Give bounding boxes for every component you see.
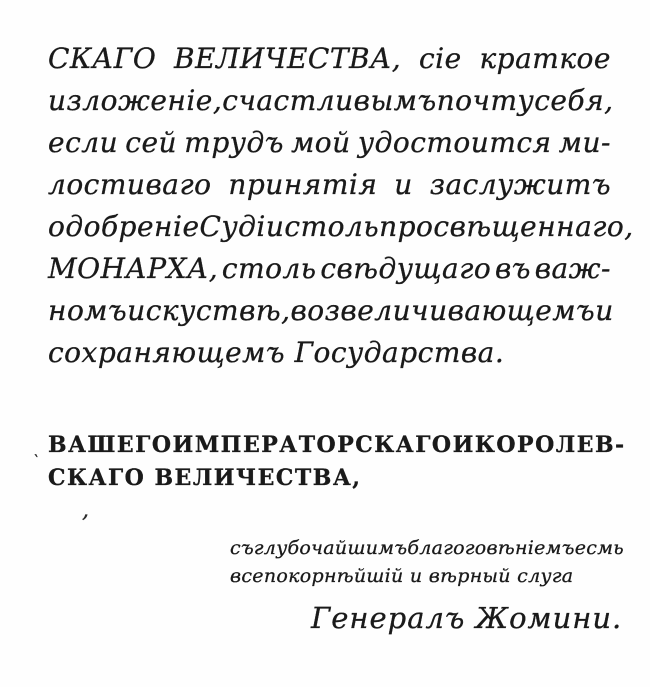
- ink-speck-accent: `: [32, 452, 40, 470]
- dedication-line: одобреніе Судіи столь просвѣщеннаго,: [48, 210, 634, 243]
- address-line: ВАШЕГО ИМПЕРАТОРСКАГО И КОРОЛЕВ-: [48, 432, 626, 458]
- closing-line: съ глубочайшимъ благоговѣніемъ есмь: [230, 537, 624, 559]
- dedication-line: номъ искуствѣ, возвеличивающемъ и: [48, 294, 614, 327]
- address-line: СКАГО ВЕЛИЧЕСТВА,: [48, 465, 362, 491]
- dedication-line: СКАГО ВЕЛИЧЕСТВА, сіе краткое: [48, 42, 611, 75]
- signature-line: Генералъ Жомини.: [311, 601, 623, 635]
- dedication-line: изложеніе, счастливымъ почту себя,: [48, 84, 614, 117]
- dedication-paragraph: [48, 38, 634, 374]
- dedication-line: МОНАРХА, столь свѣдущаго въ важ-: [48, 252, 611, 285]
- dedication-line: если сей трудъ мой удостоится ми-: [48, 126, 611, 159]
- dedication-line: сохраняющемъ Государства.: [48, 336, 505, 369]
- dedication-line: лостиваго принятія и заслужитъ: [48, 168, 611, 201]
- closing-formula: [230, 534, 624, 590]
- ink-speck-comma: ,: [82, 498, 89, 523]
- closing-line: всепокорнѣйшій и вѣрный слуга: [230, 565, 574, 587]
- address-block: [48, 429, 626, 495]
